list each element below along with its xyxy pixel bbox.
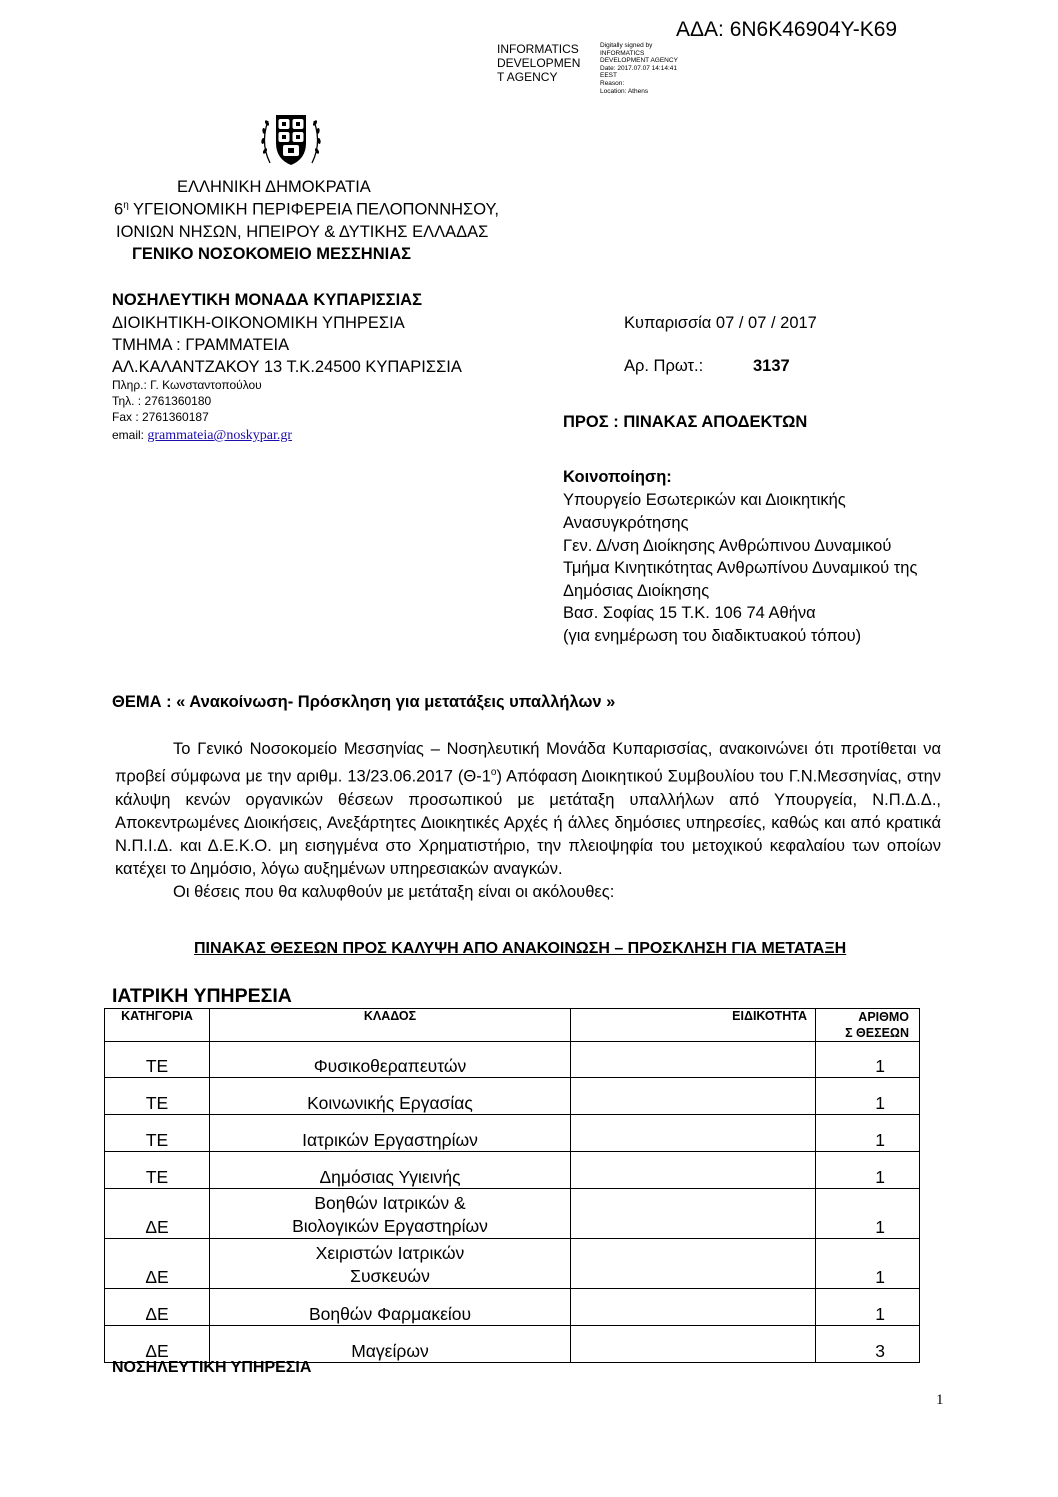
signature-detail-line: EEST	[600, 72, 617, 80]
cc-line: Τμήμα Κινητικότητας Ανθρωπίνου Δυναμικού της	[563, 559, 918, 577]
header-branch: ΚΛΑΔΟΣ	[210, 1009, 571, 1042]
cell-branch: Φυσικοθεραπευτών	[210, 1042, 571, 1078]
table-row	[105, 1239, 920, 1289]
cc-line: Γεν. Δ/νση Διοίκησης Ανθρώπινου Δυναμικού	[563, 537, 892, 555]
cell-specialty	[571, 1239, 816, 1289]
table-title: ΠΙΝΑΚΑΣ ΘΕΣΕΩΝ ΠΡΟΣ ΚΑΛΥΨΗ ΑΠΟ ΑΝΑΚΟΙΝΩΣΗ – ΠΡΟΣΚΛΗΣΗ ΓΙΑ ΜΕΤΑΤΑΞΗ	[194, 940, 847, 957]
header-count-line: ΑΡΙΘΜΟ	[858, 1010, 909, 1024]
cell-specialty	[571, 1042, 816, 1078]
body-sup: ο	[490, 767, 497, 778]
unit-address: ΑΛ.ΚΑΛΑΝΤΖΑΚΟΥ 13 Τ.Κ.24500 ΚΥΠΑΡΙΣΣΙΑ	[112, 358, 462, 376]
body-paragraph	[115, 738, 941, 881]
cell-category: ΤΕ	[105, 1115, 210, 1152]
cell-category: ΤΕ	[105, 1152, 210, 1189]
email-link[interactable]: grammateia@noskypar.gr	[147, 428, 293, 443]
signature-org-line: INFORMATICS	[497, 42, 579, 56]
cell-count: 1	[816, 1115, 920, 1152]
header-region-cont: ΙΟΝΙΩΝ ΝΗΣΩΝ, ΗΠΕΙΡΟΥ & ΔΥΤΙΚΗΣ ΕΛΛΑΔΑΣ	[116, 223, 489, 241]
email-label: email:	[112, 428, 148, 442]
cell-count: 1	[816, 1239, 920, 1289]
body-text	[115, 738, 941, 904]
table-row	[105, 1078, 920, 1115]
cell-category: ΔΕ	[105, 1289, 210, 1326]
digital-signature-details	[600, 42, 678, 95]
body-text-part: ) Απόφαση Διοικητικού Συμβουλίου του Γ.Ν.Μεσσηνίας, στην κάλυψη κενών οργανικών θέσεων προσωπικού με μετάταξη υπαλλήλων από Υπουργεία, Ν.Π.Δ.Δ., Αποκεντρωμένες Διοικήσεις, Ανεξάρτητες Διοικητικές Αρχές ή άλλες δημόσιες υπηρεσίες, καθώς και από κρατικά Ν.Π.Ι.Δ. και Δ.Ε.Κ.Ο. μη εισηγμένα στο Χρηματιστήριο, την πλειοψηφία του μετοχικού κεφαλαίου των οποίων κατέχει το Δημόσιο, λόγω αυξημένων υπηρεσιακών αναγκών.	[115, 767, 942, 878]
table-header-row	[105, 1009, 920, 1042]
table-row	[105, 1289, 920, 1326]
table-row	[105, 1042, 920, 1078]
header-region-sup: η	[123, 200, 129, 211]
cell-category: ΤΕ	[105, 1042, 210, 1078]
header-count-line: Σ ΘΕΣΕΩΝ	[845, 1026, 909, 1040]
header-republic: ΕΛΛΗΝΙΚΗ ΔΗΜΟΚΡΑΤΙΑ	[177, 178, 371, 196]
cell-count: 1	[816, 1078, 920, 1115]
document-date: Κυπαρισσία 07 / 07 / 2017	[624, 314, 817, 332]
protocol-label: Αρ. Πρωτ.:	[624, 357, 704, 375]
cell-category: ΤΕ	[105, 1078, 210, 1115]
cell-specialty	[571, 1289, 816, 1326]
header-hospital: ΓΕΝΙΚΟ ΝΟΣΟΚΟΜΕΙΟ ΜΕΣΣΗΝΙΑΣ	[132, 245, 412, 263]
signature-detail-line: Location: Athens	[600, 87, 649, 95]
cell-category: ΔΕ	[105, 1189, 210, 1239]
cell-count: 1	[816, 1289, 920, 1326]
section-nursing: ΝΟΣΗΛΕΥΤΙΚΗ ΥΠΗΡΕΣΙΑ	[112, 1359, 312, 1376]
table-row	[105, 1189, 920, 1239]
greek-coat-of-arms-icon	[256, 103, 326, 173]
table-row	[105, 1326, 920, 1363]
signature-detail-line: Reason:	[600, 79, 625, 87]
recipients: ΠΡΟΣ : ΠΙΝΑΚΑΣ ΑΠΟΔΕΚΤΩΝ	[563, 413, 808, 431]
cell-branch	[210, 1189, 571, 1239]
cell-branch-line: Βοηθών Ιατρικών &	[314, 1193, 466, 1213]
body-text-part: Το Γενικό Νοσοκομείο Μεσσηνίας – Νοσηλευτική Μονάδα Κυπαρισσίας, ανακοινώνει ότι προτίθεται να προβεί σύμφωνα με την αριθμ. 13/23.06.2017 (Θ-1	[115, 740, 941, 786]
table-row	[105, 1152, 920, 1189]
cell-category: ΔΕ	[105, 1239, 210, 1289]
signature-detail-line: INFORMATICS	[600, 49, 645, 57]
header-category: ΚΑΤΗΓΟΡΙΑ	[105, 1009, 210, 1042]
header-count	[816, 1009, 920, 1042]
unit-department: ΤΜΗΜΑ : ΓΡΑΜΜΑΤΕΙΑ	[112, 336, 290, 354]
cell-count: 1	[816, 1042, 920, 1078]
body-paragraph: Οι θέσεις που θα καλυφθούν με μετάταξη είναι οι ακόλουθες:	[173, 882, 615, 901]
header-specialty: ΕΙΔΙΚΟΤΗΤΑ	[571, 1009, 816, 1042]
page-number: 1	[936, 1392, 944, 1408]
unit-email-row	[112, 428, 292, 444]
cell-specialty	[571, 1115, 816, 1152]
cell-count: 3	[816, 1326, 920, 1363]
signature-detail-line: Digitally signed by	[600, 42, 653, 49]
unit-phone: Τηλ. : 2761360180	[112, 394, 212, 408]
signature-org-line: DEVELOPMEN	[497, 56, 581, 70]
cell-specialty	[571, 1326, 816, 1363]
signature-detail-line: DEVELOPMENT AGENCY	[600, 57, 678, 65]
cc-line: (για ενημέρωση του διαδικτυακού τόπου)	[563, 627, 862, 645]
cc-line: Ανασυγκρότησης	[563, 514, 689, 532]
cell-branch-line: Βιολογικών Εργαστηρίων	[292, 1216, 488, 1236]
cc-title: Κοινοποίηση:	[563, 468, 672, 486]
subject-line: ΘΕΜΑ : « Ανακοίνωση- Πρόσκληση για μετατάξεις υπαλλήλων »	[112, 693, 616, 711]
cell-branch: Βοηθών Φαρμακείου	[210, 1289, 571, 1326]
cell-count: 1	[816, 1189, 920, 1239]
ada-code: ΑΔΑ: 6Ν6Κ46904Υ-Κ69	[676, 18, 898, 41]
cell-count: 1	[816, 1152, 920, 1189]
section-medical: ΙΑΤΡΙΚΗ ΥΠΗΡΕΣΙΑ	[112, 985, 292, 1007]
header-region-name: ΥΓΕΙΟΝΟΜΙΚΗ ΠΕΡΙΦΕΡΕΙΑ ΠΕΛΟΠΟΝΝΗΣΟΥ,	[128, 200, 500, 219]
digital-signature-org	[497, 42, 597, 84]
cc-line: Υπουργείο Εσωτερικών και Διοικητικής	[563, 491, 846, 509]
unit-contact-person: Πληρ.: Γ. Κωνσταντοπούλου	[112, 378, 262, 392]
positions-table	[104, 1008, 920, 1363]
cc-line: Βασ. Σοφίας 15 Τ.Κ. 106 74 Αθήνα	[563, 604, 816, 622]
cell-branch-line: Χειριστών Ιατρικών	[315, 1243, 465, 1263]
unit-service: ΔΙΟΙΚΗΤΙΚΗ-ΟΙΚΟΝΟΜΙΚΗ ΥΠΗΡΕΣΙΑ	[112, 314, 405, 332]
signature-detail-line: Date: 2017.07.07 14:14:41	[600, 64, 677, 72]
cell-branch: Κοινωνικής Εργασίας	[210, 1078, 571, 1115]
cell-category: ΔΕ	[105, 1326, 210, 1363]
cell-branch: Μαγείρων	[210, 1326, 571, 1363]
cell-specialty	[571, 1189, 816, 1239]
table-row	[105, 1115, 920, 1152]
cell-specialty	[571, 1152, 816, 1189]
cell-specialty	[571, 1078, 816, 1115]
header-region-number: 6	[114, 200, 124, 219]
unit-fax: Fax : 2761360187	[112, 410, 209, 424]
cell-branch: Ιατρικών Εργαστηρίων	[210, 1115, 571, 1152]
cell-branch-line: Συσκευών	[350, 1266, 430, 1286]
cell-branch: Δημόσιας Υγιεινής	[210, 1152, 571, 1189]
cc-line: Δημόσιας Διοίκησης	[563, 582, 710, 600]
cell-branch	[210, 1239, 571, 1289]
protocol-number: 3137	[753, 357, 790, 375]
signature-org-line: T AGENCY	[497, 70, 558, 84]
unit-name: ΝΟΣΗΛΕΥΤΙΚΗ ΜΟΝΑΔΑ ΚΥΠΑΡΙΣΣΙΑΣ	[112, 291, 422, 309]
header-health-region	[114, 200, 499, 220]
